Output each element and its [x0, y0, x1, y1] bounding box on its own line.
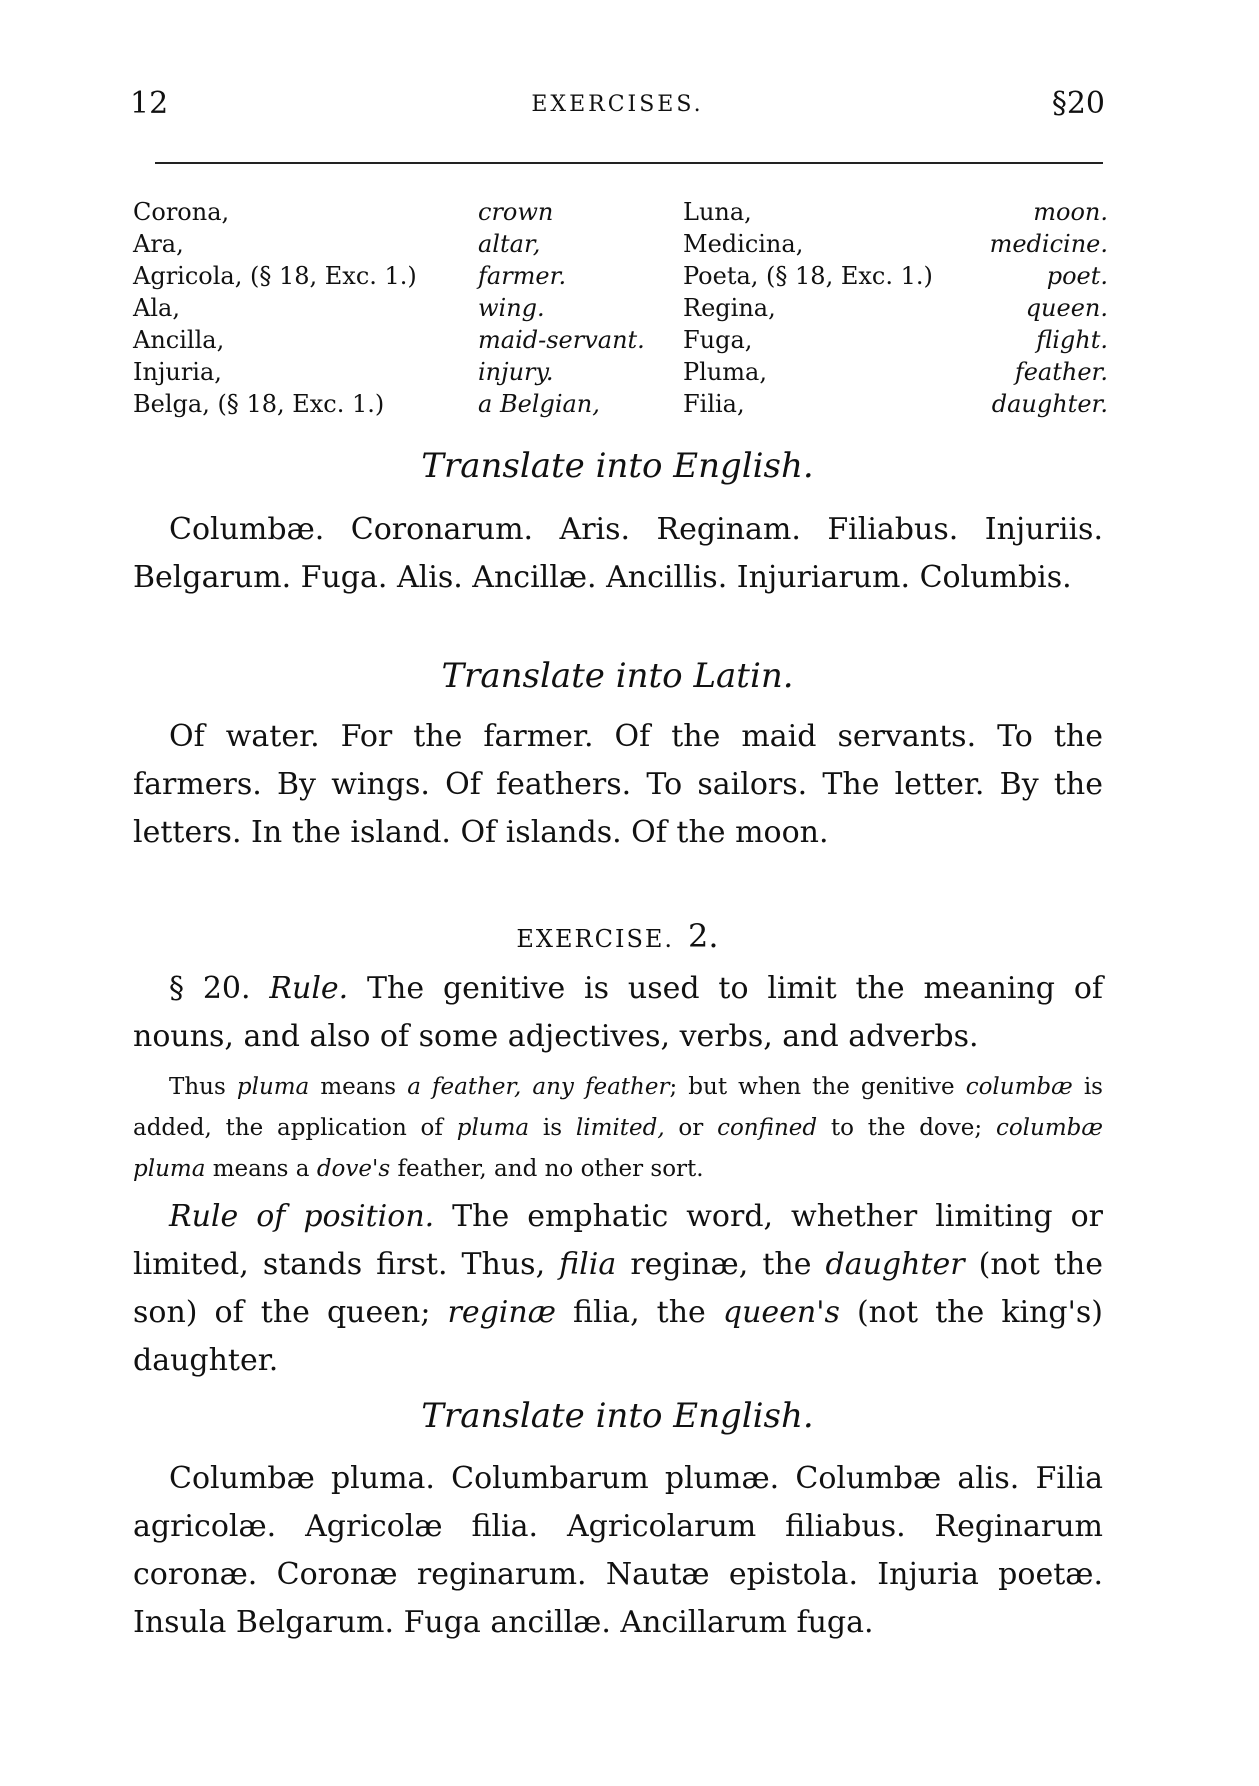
vocab-row: [133, 262, 1108, 294]
vocab-row: [133, 230, 1108, 262]
vocab-english: maid-servant.: [478, 326, 645, 354]
rule-label: Rule.: [269, 971, 349, 1006]
position-rule-italic: daughter: [825, 1247, 965, 1282]
vocab-latin: Medicina,: [683, 230, 804, 258]
note-italic: columbæ pluma: [133, 1115, 1103, 1182]
vocab-english: crown: [478, 198, 554, 226]
vocab-english: injury.: [478, 358, 554, 386]
heading-translate-latin: Translate into Latin.: [441, 656, 794, 696]
vocab-latin: Poeta, (§ 18, Exc. 1.): [683, 262, 933, 290]
page-number: 12: [130, 86, 169, 121]
note-italic: limited,: [575, 1115, 665, 1141]
vocab-english: farmer.: [478, 262, 567, 290]
position-rule-text: filia, the: [555, 1295, 723, 1330]
note-text: is added, the application of: [133, 1074, 1103, 1141]
heading-translate-english-2: Translate into English.: [421, 1396, 814, 1436]
rule-section: § 20.: [169, 971, 251, 1006]
vocab-english: queen.: [1025, 294, 1108, 322]
position-rule-text: (not the king's) daughter.: [133, 1295, 1103, 1378]
exercise-heading: [130, 917, 1105, 955]
vocab-row: [133, 198, 1108, 230]
vocab-latin: Ara,: [133, 230, 184, 258]
note-text: means: [309, 1074, 408, 1100]
position-rule-text: (not the son) of the queen;: [133, 1247, 1103, 1330]
exercise-label: EXERCISE.: [516, 925, 675, 953]
vocab-latin: Corona,: [133, 198, 230, 226]
header-divider: [155, 162, 1103, 164]
vocab-english: medicine.: [989, 230, 1108, 258]
note-text: or: [664, 1115, 718, 1141]
vocab-latin: Fuga,: [683, 326, 753, 354]
vocab-english: wing.: [478, 294, 545, 322]
rule-note: [133, 1067, 1103, 1190]
vocab-english: poet.: [1046, 262, 1108, 290]
vocab-latin: Injuria,: [133, 358, 222, 386]
heading-translate-english: Translate into English.: [421, 446, 814, 486]
note-text: ; but when the genitive: [669, 1074, 966, 1100]
position-rule-italic: queen's: [722, 1295, 840, 1330]
vocab-latin: Belga, (§ 18, Exc. 1.): [133, 390, 385, 418]
vocab-english: a Belgian,: [478, 390, 600, 418]
note-text: is: [529, 1115, 576, 1141]
position-rule-label: Rule of position.: [169, 1199, 435, 1234]
vocab-english: feather.: [1014, 358, 1108, 386]
english-to-latin-exercise: Of water. For the farmer. Of the maid servants. To the farmers. By wings. Of feathers. To sailors. The letter. By the letters. In the island. Of islands. Of the moon.: [133, 719, 1103, 850]
vocab-english: altar,: [478, 230, 541, 258]
page-header: [130, 86, 1105, 136]
vocab-latin: Ancilla,: [133, 326, 225, 354]
vocab-english: moon.: [1033, 198, 1108, 226]
vocab-row: [133, 358, 1108, 390]
note-italic: pluma: [456, 1115, 530, 1141]
latin-to-english-exercise: Columbæ. Coronarum. Aris. Reginam. Filiabus. Injuriis. Belgarum. Fuga. Alis. Ancillæ. Ancillis. Injuriarum. Columbis.: [133, 512, 1103, 595]
note-text: means a: [205, 1156, 317, 1182]
vocab-latin: Luna,: [683, 198, 752, 226]
vocabulary-table: [133, 198, 1108, 422]
note-italic: columbæ: [965, 1074, 1073, 1100]
vocab-latin: Agricola, (§ 18, Exc. 1.): [133, 262, 417, 290]
vocab-latin: Pluma,: [683, 358, 767, 386]
vocab-latin: Ala,: [133, 294, 180, 322]
vocab-english: flight.: [1036, 326, 1108, 354]
genitive-translation-exercise: Columbæ pluma. Columbarum plumæ. Columbæ alis. Filia agricolæ. Agricolæ filia. Agricolarum filiabus. Reginarum coronæ. Coronæ reginarum. Nautæ epistola. Injuria poetæ. Insula Belgarum. Fuga ancillæ. Ancillarum fuga.: [133, 1461, 1103, 1640]
note-text: feather, and no other sort.: [390, 1156, 704, 1182]
vocab-english: daughter.: [991, 390, 1108, 418]
note-italic: pluma: [236, 1074, 310, 1100]
rule-paragraph: [133, 965, 1103, 1061]
note-italic: a feather, any feather: [407, 1074, 670, 1100]
vocab-row: [133, 326, 1108, 358]
position-rule-italic: filia: [559, 1247, 617, 1282]
position-rule-text: The emphatic word, whether limiting or limited, stands first. Thus,: [133, 1199, 1103, 1282]
section-marker: §20: [1051, 86, 1105, 121]
exercise-number: 2.: [688, 917, 719, 955]
note-text: to the dove;: [817, 1115, 996, 1141]
note-italic: confined: [717, 1115, 818, 1141]
position-rule-italic: reginæ: [447, 1295, 556, 1330]
position-rule-paragraph: [133, 1193, 1103, 1385]
position-rule-text: reginæ, the: [616, 1247, 826, 1282]
running-title: EXERCISES.: [531, 92, 704, 117]
note-italic: dove's: [316, 1156, 391, 1182]
vocab-latin: Filia,: [683, 390, 745, 418]
rule-text: The genitive is used to limit the meaning of nouns, and also of some adjectives, verbs, and adverbs.: [133, 971, 1103, 1054]
vocab-latin: Regina,: [683, 294, 776, 322]
vocab-row: [133, 294, 1108, 326]
note-text: Thus: [169, 1074, 237, 1100]
vocab-row: [133, 390, 1108, 422]
